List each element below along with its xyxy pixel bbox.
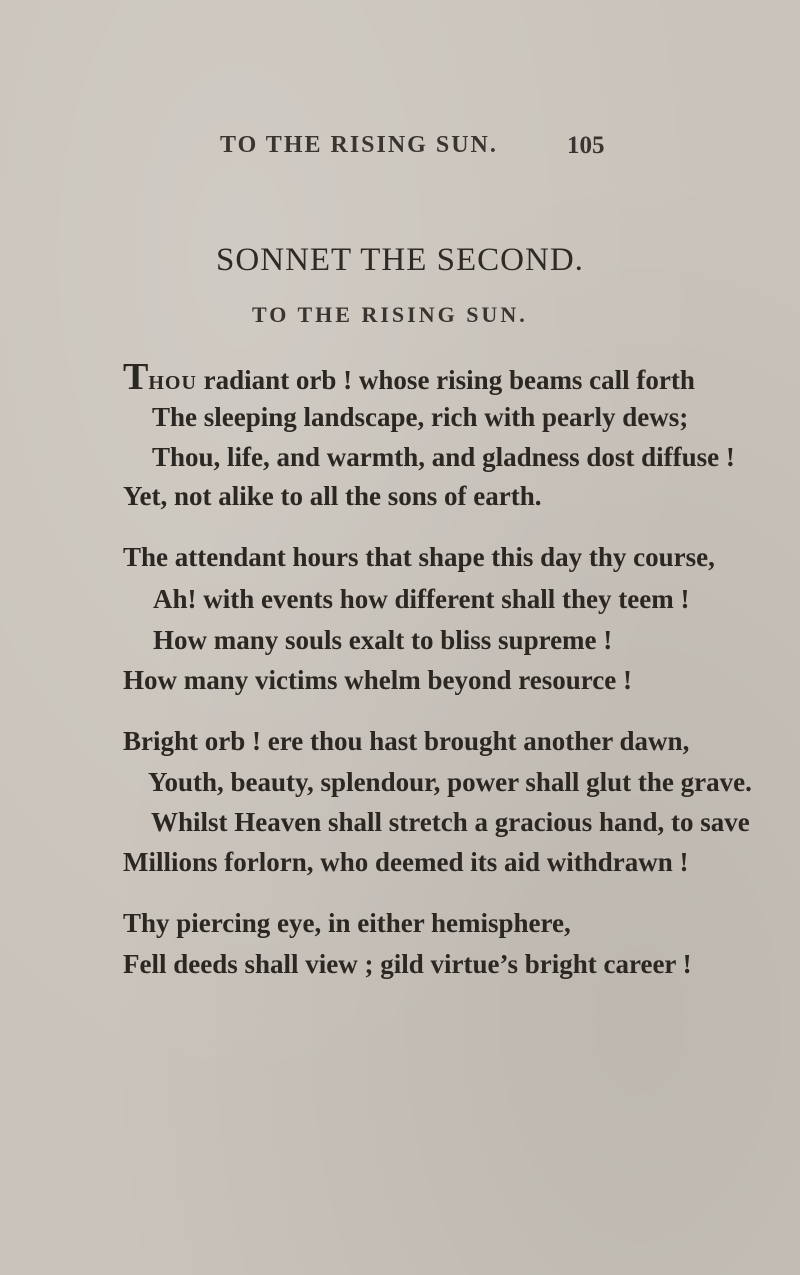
verse-line: How many victims whelm beyond resource ! [123, 665, 632, 695]
verse-line: Whilst Heaven shall stretch a gracious hand, to save [151, 807, 750, 837]
verse-line: Thy piercing eye, in either hemisphere, [123, 908, 571, 938]
sonnet-title: SONNET THE SECOND. [216, 242, 584, 278]
verse-line: The attendant hours that shape this day thy course, [123, 542, 715, 572]
verse-line: Ah! with events how different shall they teem ! [153, 584, 690, 614]
verse-line: Millions forlorn, who deemed its aid withdrawn ! [123, 847, 689, 877]
verse-line: Bright orb ! ere thou hast brought another dawn, [123, 726, 690, 756]
sonnet-subtitle: TO THE RISING SUN. [252, 302, 528, 327]
verse-line: Yet, not alike to all the sons of earth. [123, 481, 542, 511]
verse-line: Youth, beauty, splendour, power shall glut the grave. [148, 767, 752, 797]
verse-line-rest: radiant orb ! whose rising beams call forth [196, 365, 695, 395]
drop-cap: T [123, 356, 149, 398]
running-title: TO THE RISING SUN. [220, 132, 498, 158]
verse-line [123, 358, 695, 396]
verse-line: How many souls exalt to bliss supreme ! [153, 625, 613, 655]
page-number: 105 [567, 132, 605, 159]
verse-line: Thou, life, and warmth, and gladness dost diffuse ! [152, 442, 735, 472]
verse-line: The sleeping landscape, rich with pearly dews; [152, 402, 689, 432]
verse-line: Fell deeds shall view ; gild virtue’s bright career ! [123, 949, 692, 979]
small-caps-word: HOU [148, 372, 197, 394]
running-head [0, 132, 800, 166]
